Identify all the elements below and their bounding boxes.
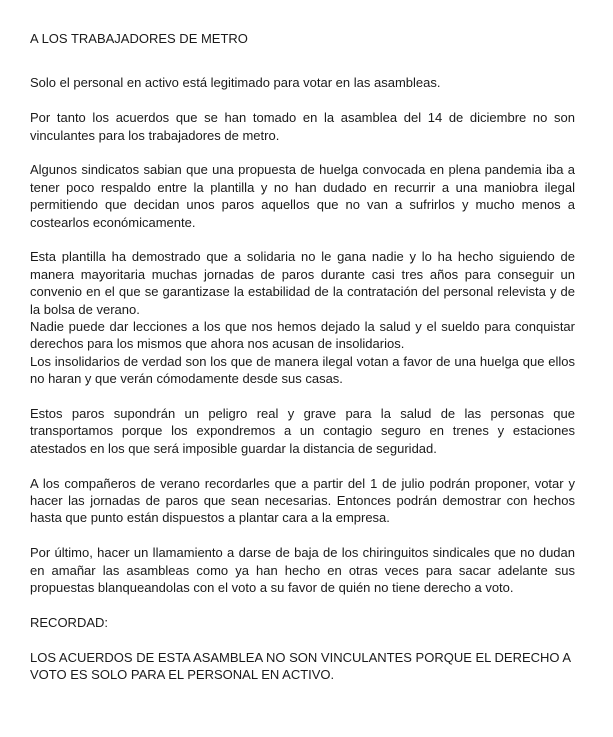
paragraph-health-risk: Estos paros supondrán un peligro real y grave para la salud de las personas que transportamos porque los expondremos a un contagio seguro en trenes y estaciones atestados en los que será imposible guardar la distancia de seguridad. (30, 406, 575, 456)
paragraph-remember-heading: RECORDAD: (30, 614, 109, 630)
paragraph-summer-staff: A los compañeros de verano recordarles que a partir del 1 de julio podrán proponer, votar y hacer las jornadas de paros que sean necesarias. Entonces podrán demostrar con hechos hasta que punto están dispuestos a plantar cara a la empresa. (30, 475, 575, 526)
paragraph-unions: Algunos sindicatos sabian que una propuesta de huelga convocada en plena pandemia iba a tener poco respaldo entre la plantilla y no han dudado en recurrir a una maniobra ilegal permitiendo que decidan unos paros aquellos que no van a sufrirlos y mucho menos a costearlos económicamente. (30, 162, 575, 230)
document-title: A LOS TRABAJADORES DE METRO (30, 31, 248, 46)
paragraph-lessons: Nadie puede dar lecciones a los que nos hemos dejado la salud y el sueldo para conquistar derechos para los mismos que ahora nos acusan de insolidarios. (30, 319, 575, 352)
paragraph-solidarity: Esta plantilla ha demostrado que a solidaria no le gana nadie y lo ha hecho siguiendo de manera mayoritaria muchas jornadas de paros durante casi tres años para conseguir un convenio en el que se garantizase la estabilidad de la contratación del personal relevista y de la bolsa de verano. (30, 249, 575, 317)
paragraph-call-to-action: Por último, hacer un llamamiento a darse de baja de los chiringuitos sindicales que no dudan en amañar las asambleas como ya han hecho en otras veces para sacar adelante sus propuestas blanqueandolas con el voto a su favor de quién no tiene derecho a voto. (30, 545, 575, 596)
paragraph-eligibility: Solo el personal en activo está legitimado para votar en las asambleas. (30, 75, 441, 91)
document-page (30, 30, 575, 701)
paragraph-closing-statement: LOS ACUERDOS DE ESTA ASAMBLEA NO SON VINCULANTES PORQUE EL DERECHO A VOTO ES SOLO PARA EL PERSONAL EN ACTIVO. (30, 649, 571, 683)
paragraph-insolidarity: Los insolidarios de verdad son los que de manera ilegal votan a favor de una huelga que ellos no haran y que verán cómodamente desde sus casas. (30, 353, 575, 387)
paragraph-not-binding: Por tanto los acuerdos que se han tomado en la asamblea del 14 de diciembre no son vinculantes para los trabajadores de metro. (30, 110, 575, 143)
